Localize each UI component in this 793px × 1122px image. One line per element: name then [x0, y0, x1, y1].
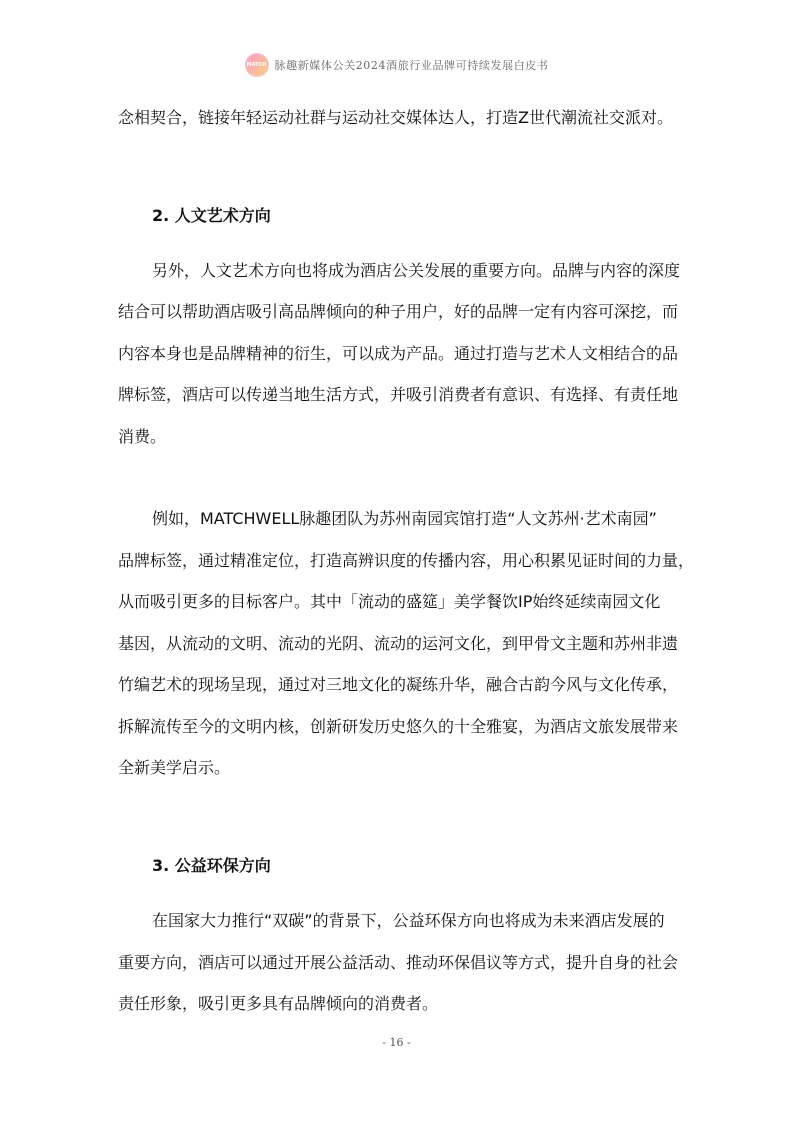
- section-3-p1-line-3: 责任形象，吸引更多具有品牌倾向的消费者。: [118, 994, 439, 1013]
- section-3-p1-line-1: 在国家大力推行“双碳”的背景下，公益环保方向也将成为未来酒店发展的: [152, 911, 665, 930]
- section-2-p1-line-5: 消费。: [118, 427, 167, 446]
- section-2-p2-line-3: 从而吸引更多的目标客户。其中「流动的盛筵」美学餐饮IP始终延续南园文化: [118, 592, 661, 611]
- page-header: [0, 52, 793, 78]
- matchwell-logo: [245, 53, 269, 77]
- section-2-p1-line-4: 牌标签，酒店可以传递当地生活方式，并吸引消费者有意识、有选择、有责任地: [118, 385, 679, 404]
- header-title: 脉趣新媒体公关2024酒旅行业品牌可持续发展白皮书: [274, 59, 549, 72]
- logo-text: MATCH: [246, 62, 267, 68]
- section-2-p2-line-4: 基因，从流动的文明、流动的光阴、流动的运河文化，到甲骨文主题和苏州非遗: [118, 634, 679, 653]
- page-number: - 16 -: [382, 1036, 411, 1049]
- section-3-p1-line-2: 重要方向，酒店可以通过开展公益活动、推动环保倡议等方式，提升自身的社会: [118, 953, 679, 972]
- section-2-p2-line-6: 拆解流传至今的文明内核，创新研发历史悠久的十全雅宴，为酒店文旅发展带来: [118, 717, 679, 736]
- section-2-p2-line-5: 竹编艺术的现场呈现，通过对三地文化的凝练升华，融合古韵今风与文化传承，: [118, 675, 679, 694]
- section-2-p2-line-1: 例如，MATCHWELL脉趣团队为苏州南园宾馆打造“人文苏州·艺术南园”: [152, 509, 657, 528]
- section-2-p1-line-2: 结合可以帮助酒店吸引高品牌倾向的种子用户，好的品牌一定有内容可深挖，而: [118, 302, 679, 321]
- intro-line-1: 念相契合，链接年轻运动社群与运动社交媒体达人，打造Z世代潮流社交派对。: [118, 108, 673, 127]
- section-2-p2-line-7: 全新美学启示。: [118, 758, 231, 777]
- section-3-heading: 3. 公益环保方向: [152, 856, 271, 875]
- section-2-p1-line-3: 内容本身也是品牌精神的衍生，可以成为产品。通过打造与艺术人文相结合的品: [118, 344, 679, 363]
- section-2-p1-line-1: 另外，人文艺术方向也将成为酒店公关发展的重要方向。品牌与内容的深度: [152, 261, 681, 280]
- section-2-heading: 2. 人文艺术方向: [152, 206, 271, 225]
- section-2-p2-line-2: 品牌标签，通过精准定位，打造高辨识度的传播内容，用心积累见证时间的力量，: [118, 551, 695, 570]
